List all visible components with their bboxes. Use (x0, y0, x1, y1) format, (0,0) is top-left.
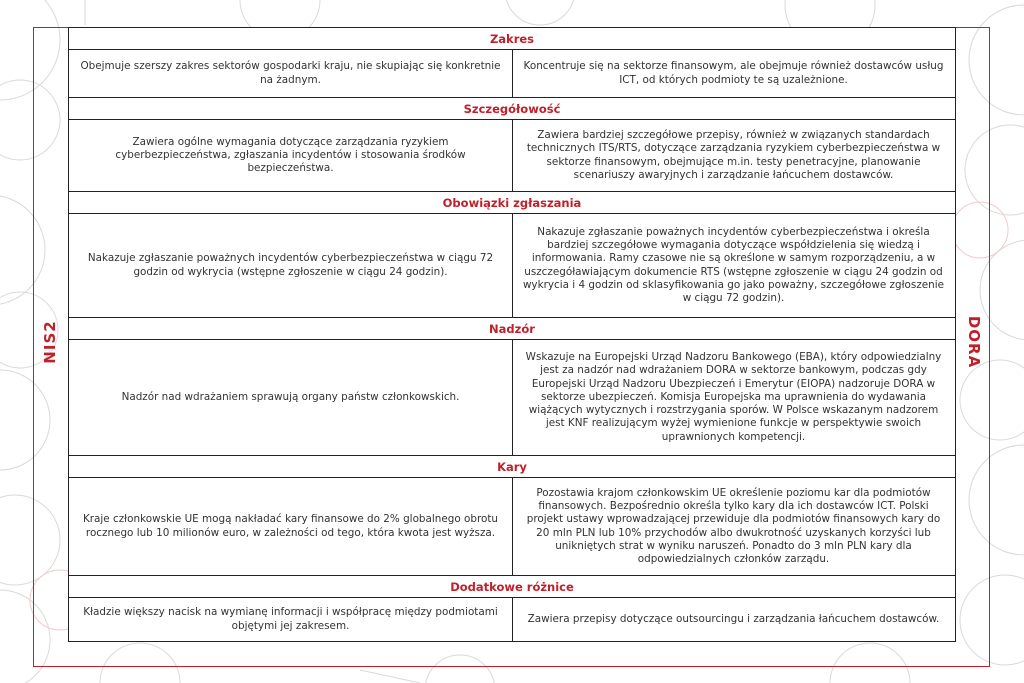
dora-cell: Pozostawia krajom członkowskim UE określenie poziomu kar dla podmiotów finansowych. Bezpośrednio określa tylko kary dla ich dostawców ICT. Polski projekt ustawy wprowadzającej przewiduje dla podmiotów finansowych kary do 20 mln PLN lub 10% przychodów albo dwukrotność uzyskanych korzyści lub unikniętych strat w wyniku naruszeń. Ponadto do 3 mln PLN kary dla odpowiedzialnych członków zarządu. (526, 486, 941, 566)
dora-side-label: DORA (965, 315, 983, 369)
section-header-kary: Kary (69, 456, 955, 478)
dora-cell: Koncentruje się na sektorze finansowym, ale obejmuje również dostawców usług ICT, od których podmioty te są uzależnione. (523, 60, 944, 86)
section-header-zakres: Zakres (69, 28, 955, 50)
table-row (69, 478, 955, 576)
nis2-cell: Obejmuje szerszy zakres sektorów gospodarki kraju, nie skupiając się konkretnie na żadnym. (69, 50, 513, 97)
dora-cell: Zawiera przepisy dotyczące outsourcingu i zarządzania łańcuchem dostawców. (527, 612, 940, 625)
dora-cell: Zawiera bardziej szczegółowe przepisy, również w związanych standardach technicznych ITS/RTS, dotyczące zarządzania ryzykiem cyberbezpieczeństwa w sektorze finansowym, obejmujące m.in. testy penetracyjne, planowanie scenariuszy awaryjnych i zarządzanie łańcuchem dostawców. (526, 128, 941, 181)
dora-cell: Nakazuje zgłaszanie poważnych incydentów cyberbezpieczeństwa i określa bardziej szczegółowe wymagania dotyczące współdzielenia się wiedzą i informowania. Ramy czasowe nie są określone w samym rozporządzeniu, a w uszczegóławiającym dokumencie RTS (wstępne zgłoszenie w ciągu 24 godzin od wykrycia i 4 godzin od sklasyfikowania go jako poważny, szczegółowe zgłoszenie w ciągu 72 godzin). (522, 225, 945, 305)
section-header-nadzor: Nadzór (69, 318, 955, 340)
nis2-cell: Kraje członkowskie UE mogą nakładać kary finansowe do 2% globalnego obrotu rocznego lub 10 milionów euro, w zależności od tego, która kwota jest wyższa. (69, 478, 513, 575)
table-row (69, 50, 955, 98)
section-header-obowiazki-zglaszania: Obowiązki zgłaszania (69, 192, 955, 214)
nis2-cell: Zawiera ogólne wymagania dotyczące zarządzania ryzykiem cyberbezpieczeństwa, zgłaszania incydentów i stosowania środków bezpieczeństwa. (69, 120, 513, 191)
table-row (69, 340, 955, 456)
dora-cell: Wskazuje na Europejski Urząd Nadzoru Bankowego (EBA), który odpowiedzialny jest za nadzór nad wdrażaniem DORA w sektorze bankowym, podczas gdy Europejski Urząd Nadzoru Ubezpieczeń i Emerytur (EIOPA) nadzoruje DORA w sektorze ubezpieczeń. Komisja Europejska ma uprawnienia do wydawania wiążących wytycznych i rozstrzygania sporów. W Polsce wskazanym nadzorem jest KNF realizującym wyżej wymienione funkcje w perspektywie swoich uprawnionych kompetencji. (525, 350, 942, 443)
section-header-szczegolowosc: Szczegółowość (69, 98, 955, 120)
section-header-dodatkowe-roznice: Dodatkowe różnice (69, 576, 955, 598)
nis2-side-label: NIS2 (41, 320, 59, 364)
table-row (69, 120, 955, 192)
table-row (69, 598, 955, 641)
table-row (69, 214, 955, 318)
nis2-cell: Nadzór nad wdrażaniem sprawują organy państw członkowskich. (69, 340, 513, 455)
nis2-cell: Kładzie większy nacisk na wymianę informacji i współpracę między podmiotami objętymi jej zakresem. (69, 598, 513, 641)
nis2-cell: Nakazuje zgłaszanie poważnych incydentów cyberbezpieczeństwa w ciągu 72 godzin od wykrycia (wstępne zgłoszenie w ciągu 24 godzin). (69, 214, 513, 317)
comparison-table (68, 27, 956, 642)
